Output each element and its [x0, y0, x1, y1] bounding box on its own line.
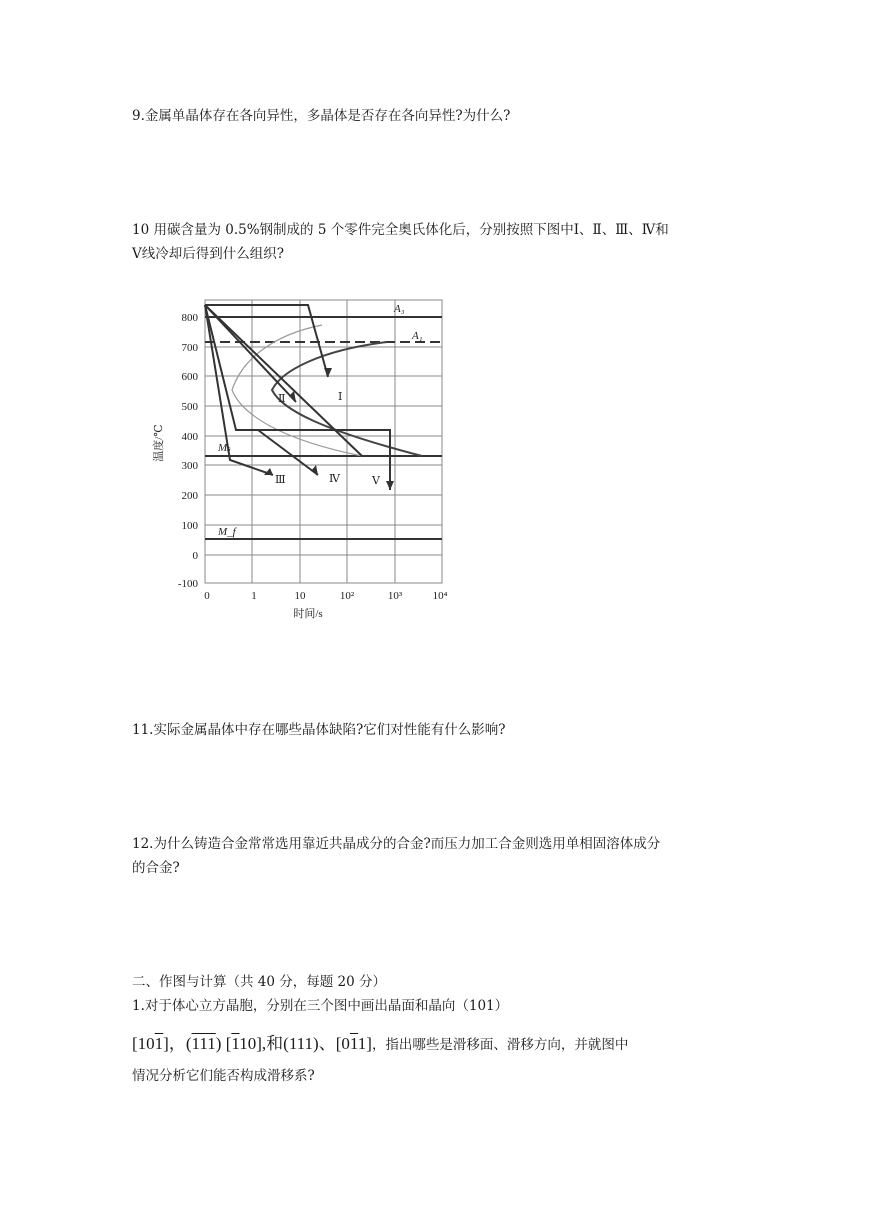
- problem-1-line1: 1.对于体心立方晶胞，分别在三个图中画出晶面和晶向（101）: [132, 998, 509, 1014]
- y-tick: 600: [181, 371, 198, 383]
- y-tick: 100: [181, 520, 198, 532]
- section-2-heading: 二、作图与计算（共 40 分，每题 20 分）: [132, 974, 387, 990]
- y-tick: 0: [192, 550, 198, 562]
- arrowhead-5: [386, 481, 394, 490]
- problem-1-line2-text: ，指出哪些是滑移面、滑移方向，并就图中: [371, 1037, 629, 1053]
- cooling-line-4b: [258, 430, 318, 475]
- x-tick: 10³: [387, 590, 403, 602]
- y-tick: 300: [181, 460, 198, 472]
- a3-label: A₃: [394, 303, 405, 315]
- problem-1-line2: [132, 1030, 752, 1059]
- cooling-curve-chart: [132, 265, 492, 625]
- question-11: 11.实际金属晶体中存在哪些晶体缺陷?它们对性能有什么影响?: [132, 722, 506, 738]
- x-tick: 10²: [339, 590, 355, 602]
- x-tick: 1: [251, 590, 257, 602]
- x-tick: 10: [294, 590, 306, 602]
- curve-label-4: Ⅳ: [329, 473, 340, 485]
- cooling-line-4: [205, 305, 362, 456]
- problem-1-line3: 情况分析它们能否构成滑移系?: [132, 1068, 315, 1084]
- y-tick: -100: [177, 578, 198, 590]
- question-10-line2: Ⅴ线冷却后得到什么组织?: [132, 246, 284, 262]
- y-axis-label: 温度/℃: [153, 424, 165, 462]
- y-tick: 500: [181, 401, 198, 413]
- y-tick: 700: [181, 342, 198, 354]
- curve-label-5: Ⅴ: [372, 475, 380, 487]
- y-tick: 400: [181, 431, 198, 443]
- curve-label-2: Ⅱ: [278, 393, 286, 405]
- question-12-line2: 的合金?: [132, 860, 180, 876]
- a1-label: A₁: [412, 330, 423, 342]
- crystal-notation: [101]，(111) [110],和(111)、[011]: [132, 1034, 372, 1053]
- ms-label: Mₛ: [218, 442, 231, 454]
- x-tick: 10⁴: [432, 590, 448, 602]
- y-tick: 200: [181, 490, 198, 502]
- question-9: 9.金属单晶体存在各向异性，多晶体是否存在各向异性?为什么?: [132, 108, 511, 124]
- question-10-line1: 10 用碳含量为 0.5%钢制成的 5 个零件完全奥氏体化后，分别按照下图中Ⅰ、Ⅱ、Ⅲ、Ⅳ和: [132, 222, 669, 238]
- y-tick: 800: [181, 312, 198, 324]
- x-axis-label: 时间/s: [293, 608, 323, 620]
- mf-label: M_f: [218, 526, 236, 538]
- cooling-line-3: [205, 305, 273, 475]
- x-tick: 0: [204, 590, 210, 602]
- curve-label-1: Ⅰ: [338, 391, 343, 403]
- curve-label-3: Ⅲ: [275, 474, 286, 486]
- question-12-line1: 12.为什么铸造合金常常选用靠近共晶成分的合金?而压力加工合金则选用单相固溶体成分: [132, 836, 661, 852]
